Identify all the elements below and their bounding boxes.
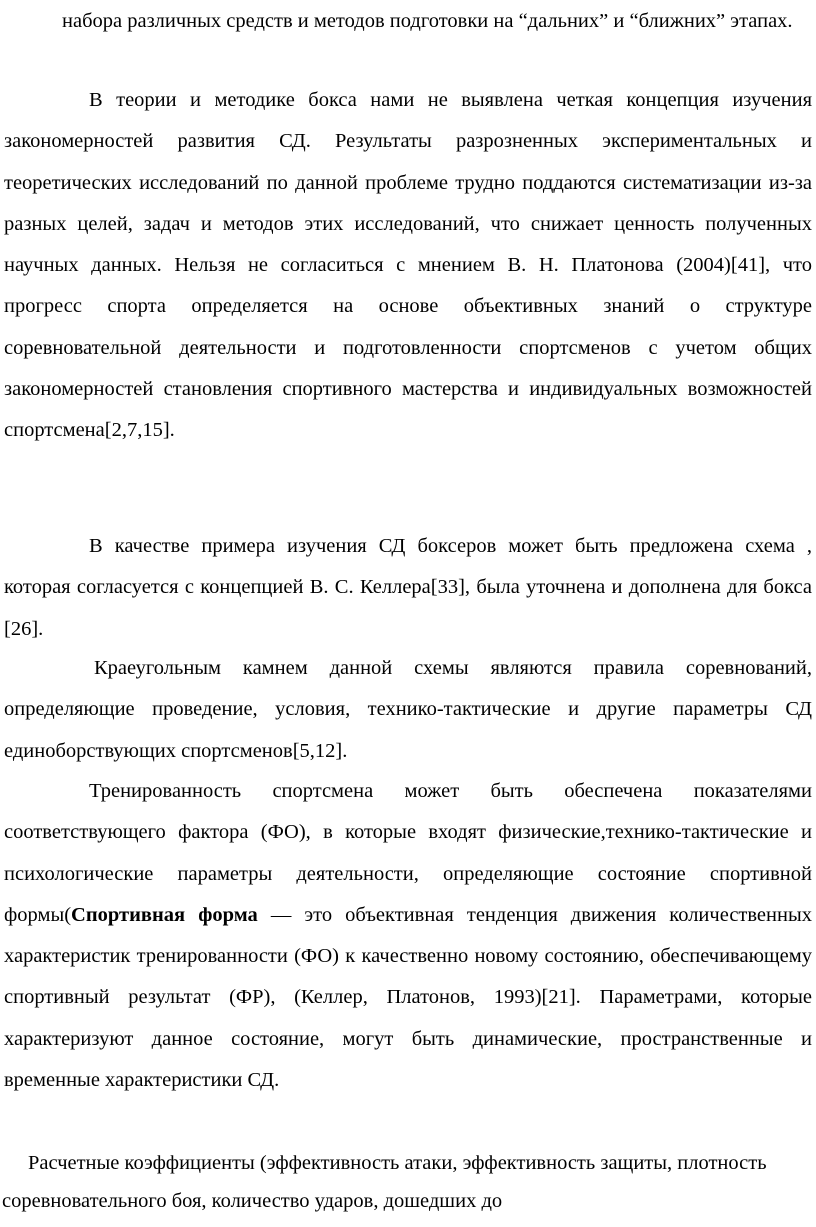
sport-form-term: Спортивная форма	[71, 903, 258, 926]
paragraph-calculated-coefficients: Расчетные коэффициенты (эффективность атаки, эффективность защиты, плотность соревновательного боя, количество ударов, дошедших до	[2, 1152, 767, 1212]
fitness-text-start: Тренированность спортсмена может быть обеспечена показателями соответствующего фактора (ФО), в которые входят физические,технико-тактические и психологические параметры деятельности, определяющие состояние спортивной формы(	[4, 780, 812, 926]
paragraph-preparation-stages: набора различных средств и методов подготовки на “дальних” и “ближних” этапах.	[62, 10, 793, 32]
paragraph-boxing-theory: В теории и методике бокса нами не выявлена четкая концепция изучения закономерностей развития СД. Результаты разрозненных экспериментальных и теоретических исследований по данной проблеме трудно поддаются систематизации из-за разных целей, задач и методов этих исследований, что снижает ценность полученных научных данных. Нельзя не согласиться с мнением В. Н. Платонова (2004)[41], что прогресс спорта определяется на основе объективных знаний о структуре соревновательной деятельности и подготовленности спортсменов с учетом общих закономерностей становления спортивного мастерства и индивидуальных возможностей спортсмена[2,7,15].	[4, 89, 812, 442]
paragraph-competition-rules: Краеугольным камнем данной схемы являются правила соревнований, определяющие проведение, условия, технико-тактические и другие параметры СД единоборствующих спортсменов[5,12].	[4, 657, 812, 762]
fitness-text-end: — это объективная тенденция движения количественных характеристик тренированности (ФО) к качественно новому состоянию, обеспечивающему спортивный результат (ФР), (Келлер, Платонов, 1993)[21]. Параметрами, которые характеризуют данное состояние, могут быть динамические, пространственные и временные характеристики СД.	[4, 903, 812, 1092]
paragraph-athlete-fitness	[4, 771, 812, 1101]
paragraph-study-example: В качестве примера изучения СД боксеров может быть предложена схема , которая согласуется с концепцией В. С. Келлера[33], была уточнена и дополнена для бокса [26].	[4, 535, 812, 640]
